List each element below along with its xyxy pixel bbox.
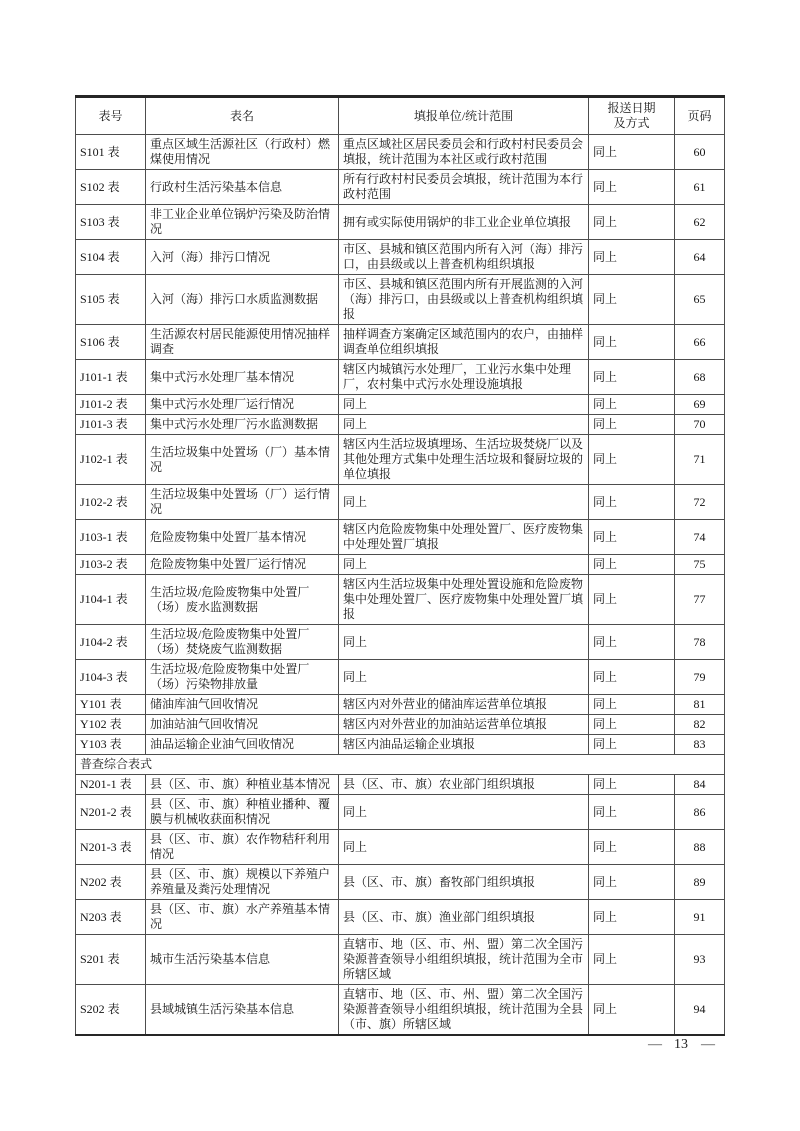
header-submit-date (589, 97, 675, 135)
table-row (76, 435, 725, 485)
cell-form-name: 生活垃圾/危险废物集中处置厂（场）废水监测数据 (146, 575, 339, 625)
table-row (76, 735, 725, 755)
cell-form-number: J104-1 表 (76, 575, 146, 625)
table-row (76, 520, 725, 555)
cell-page-number: 83 (675, 735, 725, 755)
cell-form-number: J101-3 表 (76, 415, 146, 435)
cell-filling-unit: 市区、县城和镇区范围内所有入河（海）排污口，由县级或以上普查机构组织填报 (339, 240, 589, 275)
cell-submit-date: 同上 (589, 695, 675, 715)
cell-page-number: 78 (675, 625, 725, 660)
table-row (76, 395, 725, 415)
cell-filling-unit: 所有行政村村民委员会填报，统计范围为本行政村范围 (339, 170, 589, 205)
table-row (76, 575, 725, 625)
table-row (76, 715, 725, 735)
cell-page-number: 81 (675, 695, 725, 715)
cell-form-number: S201 表 (76, 935, 146, 985)
cell-form-name: 生活垃圾集中处置场（厂）基本情况 (146, 435, 339, 485)
cell-form-number: J101-1 表 (76, 360, 146, 395)
cell-form-number: J104-3 表 (76, 660, 146, 695)
cell-form-name: 集中式污水处理厂基本情况 (146, 360, 339, 395)
table-row (76, 775, 725, 795)
cell-filling-unit: 辖区内危险废物集中处理处置厂、医疗废物集中处理处置厂填报 (339, 520, 589, 555)
table-row (76, 275, 725, 325)
cell-form-name: 县（区、市、旗）农作物秸秆利用情况 (146, 830, 339, 865)
cell-filling-unit: 辖区内对外营业的储油库运营单位填报 (339, 695, 589, 715)
table-row (76, 625, 725, 660)
table-row (76, 360, 725, 395)
table-row (76, 900, 725, 935)
cell-form-name: 行政村生活污染基本信息 (146, 170, 339, 205)
cell-form-name: 入河（海）排污口情况 (146, 240, 339, 275)
cell-form-number: N201-1 表 (76, 775, 146, 795)
cell-form-number: Y103 表 (76, 735, 146, 755)
header-form-number: 表号 (76, 97, 146, 135)
cell-form-number: Y102 表 (76, 715, 146, 735)
header-page-number: 页码 (675, 97, 725, 135)
cell-form-number: S105 表 (76, 275, 146, 325)
cell-form-name: 县（区、市、旗）水产养殖基本情况 (146, 900, 339, 935)
cell-submit-date: 同上 (589, 520, 675, 555)
page-footer (648, 1036, 714, 1054)
footer-dash-right: — (701, 1037, 714, 1052)
cell-page-number: 94 (675, 985, 725, 1036)
cell-form-name: 集中式污水处理厂运行情况 (146, 395, 339, 415)
cell-submit-date: 同上 (589, 205, 675, 240)
cell-form-name: 县（区、市、旗）种植业基本情况 (146, 775, 339, 795)
cell-submit-date: 同上 (589, 135, 675, 170)
cell-submit-date: 同上 (589, 395, 675, 415)
cell-submit-date: 同上 (589, 660, 675, 695)
cell-form-name: 县域城镇生活污染基本信息 (146, 985, 339, 1036)
section-header-row (76, 755, 725, 775)
cell-form-name: 非工业企业单位锅炉污染及防治情况 (146, 205, 339, 240)
table-row (76, 415, 725, 435)
cell-filling-unit: 直辖市、地（区、市、州、盟）第二次全国污染源普查领导小组组织填报，统计范围为全县（市、旗）所辖区域 (339, 985, 589, 1036)
cell-filling-unit: 辖区内生活垃圾集中处理处置设施和危险废物集中处理处置厂、医疗废物集中处理处置厂填报 (339, 575, 589, 625)
table-row (76, 795, 725, 830)
cell-page-number: 71 (675, 435, 725, 485)
cell-submit-date: 同上 (589, 415, 675, 435)
cell-form-number: S102 表 (76, 170, 146, 205)
cell-page-number: 64 (675, 240, 725, 275)
cell-submit-date: 同上 (589, 275, 675, 325)
table-row (76, 240, 725, 275)
footer-dash-left: — (648, 1037, 661, 1052)
cell-submit-date: 同上 (589, 555, 675, 575)
cell-form-number: N203 表 (76, 900, 146, 935)
cell-form-number: J101-2 表 (76, 395, 146, 415)
cell-page-number: 74 (675, 520, 725, 555)
cell-submit-date: 同上 (589, 795, 675, 830)
cell-submit-date: 同上 (589, 935, 675, 985)
cell-form-number: S202 表 (76, 985, 146, 1036)
cell-page-number: 79 (675, 660, 725, 695)
cell-filling-unit: 同上 (339, 795, 589, 830)
table-header-row (76, 97, 725, 135)
cell-form-name: 生活源农村居民能源使用情况抽样调查 (146, 325, 339, 360)
cell-submit-date: 同上 (589, 240, 675, 275)
cell-form-number: Y101 表 (76, 695, 146, 715)
cell-submit-date: 同上 (589, 435, 675, 485)
table-row (76, 325, 725, 360)
table-row (76, 205, 725, 240)
table-body (76, 135, 725, 1036)
cell-filling-unit: 辖区内生活垃圾填埋场、生活垃圾焚烧厂以及其他处理方式集中处理生活垃圾和餐厨垃圾的单位填报 (339, 435, 589, 485)
cell-form-number: S101 表 (76, 135, 146, 170)
cell-submit-date: 同上 (589, 485, 675, 520)
table-row (76, 985, 725, 1036)
cell-form-name: 县（区、市、旗）种植业播种、覆膜与机械收获面积情况 (146, 795, 339, 830)
cell-filling-unit: 重点区域社区居民委员会和行政村村民委员会填报，统计范围为本社区或行政村范围 (339, 135, 589, 170)
cell-filling-unit: 同上 (339, 660, 589, 695)
cell-page-number: 77 (675, 575, 725, 625)
cell-page-number: 91 (675, 900, 725, 935)
cell-form-number: N202 表 (76, 865, 146, 900)
cell-form-name: 入河（海）排污口水质监测数据 (146, 275, 339, 325)
cell-submit-date: 同上 (589, 715, 675, 735)
header-submit-date-line1: 报送日期 (607, 101, 656, 115)
cell-filling-unit: 抽样调查方案确定区域范围内的农户，由抽样调查单位组织填报 (339, 325, 589, 360)
cell-form-name: 危险废物集中处置厂基本情况 (146, 520, 339, 555)
cell-filling-unit: 同上 (339, 830, 589, 865)
cell-form-name: 集中式污水处理厂污水监测数据 (146, 415, 339, 435)
cell-form-name: 油品运输企业油气回收情况 (146, 735, 339, 755)
cell-submit-date: 同上 (589, 170, 675, 205)
header-filling-unit: 填报单位/统计范围 (339, 97, 589, 135)
cell-form-name: 城市生活污染基本信息 (146, 935, 339, 985)
cell-page-number: 70 (675, 415, 725, 435)
cell-form-name: 储油库油气回收情况 (146, 695, 339, 715)
cell-page-number: 66 (675, 325, 725, 360)
cell-page-number: 93 (675, 935, 725, 985)
cell-page-number: 68 (675, 360, 725, 395)
cell-form-number: S106 表 (76, 325, 146, 360)
cell-form-number: S103 表 (76, 205, 146, 240)
table-row (76, 660, 725, 695)
cell-submit-date: 同上 (589, 575, 675, 625)
cell-submit-date: 同上 (589, 360, 675, 395)
section-label: 普查综合表式 (76, 755, 725, 775)
cell-form-name: 加油站油气回收情况 (146, 715, 339, 735)
table-row (76, 135, 725, 170)
cell-filling-unit: 县（区、市、旗）渔业部门组织填报 (339, 900, 589, 935)
cell-page-number: 75 (675, 555, 725, 575)
cell-page-number: 72 (675, 485, 725, 520)
cell-page-number: 86 (675, 795, 725, 830)
cell-page-number: 82 (675, 715, 725, 735)
cell-filling-unit: 辖区内油品运输企业填报 (339, 735, 589, 755)
cell-submit-date: 同上 (589, 985, 675, 1036)
cell-page-number: 62 (675, 205, 725, 240)
header-submit-date-line2: 及方式 (613, 116, 650, 130)
cell-page-number: 61 (675, 170, 725, 205)
cell-form-name: 县（区、市、旗）规模以下养殖户养殖量及粪污处理情况 (146, 865, 339, 900)
table-row (76, 830, 725, 865)
table-row (76, 865, 725, 900)
cell-form-number: S104 表 (76, 240, 146, 275)
table-row (76, 485, 725, 520)
cell-form-name: 危险废物集中处置厂运行情况 (146, 555, 339, 575)
cell-filling-unit: 同上 (339, 485, 589, 520)
cell-filling-unit: 直辖市、地（区、市、州、盟）第二次全国污染源普查领导小组组织填报，统计范围为全市所辖区域 (339, 935, 589, 985)
cell-filling-unit: 同上 (339, 395, 589, 415)
cell-page-number: 60 (675, 135, 725, 170)
cell-filling-unit: 辖区内城镇污水处理厂，工业污水集中处理厂，农村集中式污水处理设施填报 (339, 360, 589, 395)
cell-form-name: 重点区域生活源社区（行政村）燃煤使用情况 (146, 135, 339, 170)
cell-filling-unit: 县（区、市、旗）农业部门组织填报 (339, 775, 589, 795)
cell-filling-unit: 辖区内对外营业的加油站运营单位填报 (339, 715, 589, 735)
cell-form-name: 生活垃圾/危险废物集中处置厂（场）焚烧废气监测数据 (146, 625, 339, 660)
cell-filling-unit: 同上 (339, 415, 589, 435)
cell-page-number: 88 (675, 830, 725, 865)
cell-form-name: 生活垃圾/危险废物集中处置厂（场）污染物排放量 (146, 660, 339, 695)
cell-submit-date: 同上 (589, 325, 675, 360)
cell-filling-unit: 同上 (339, 625, 589, 660)
cell-form-number: J104-2 表 (76, 625, 146, 660)
cell-submit-date: 同上 (589, 900, 675, 935)
footer-page-number: 13 (674, 1037, 688, 1052)
cell-filling-unit: 同上 (339, 555, 589, 575)
cell-filling-unit: 县（区、市、旗）畜牧部门组织填报 (339, 865, 589, 900)
cell-submit-date: 同上 (589, 625, 675, 660)
cell-form-number: J102-1 表 (76, 435, 146, 485)
cell-form-number: J103-1 表 (76, 520, 146, 555)
cell-page-number: 84 (675, 775, 725, 795)
cell-form-name: 生活垃圾集中处置场（厂）运行情况 (146, 485, 339, 520)
table-row (76, 695, 725, 715)
cell-form-number: N201-2 表 (76, 795, 146, 830)
table-row (76, 170, 725, 205)
cell-filling-unit: 市区、县城和镇区范围内所有开展监测的入河（海）排污口，由县级或以上普查机构组织填报 (339, 275, 589, 325)
cell-submit-date: 同上 (589, 865, 675, 900)
cell-page-number: 89 (675, 865, 725, 900)
cell-form-number: J103-2 表 (76, 555, 146, 575)
cell-submit-date: 同上 (589, 830, 675, 865)
cell-form-number: J102-2 表 (76, 485, 146, 520)
table-row (76, 555, 725, 575)
cell-page-number: 65 (675, 275, 725, 325)
cell-filling-unit: 拥有或实际使用锅炉的非工业企业单位填报 (339, 205, 589, 240)
cell-submit-date: 同上 (589, 735, 675, 755)
cell-page-number: 69 (675, 395, 725, 415)
cell-form-number: N201-3 表 (76, 830, 146, 865)
forms-index-table (75, 95, 725, 1036)
cell-submit-date: 同上 (589, 775, 675, 795)
header-form-name: 表名 (146, 97, 339, 135)
table-row (76, 935, 725, 985)
